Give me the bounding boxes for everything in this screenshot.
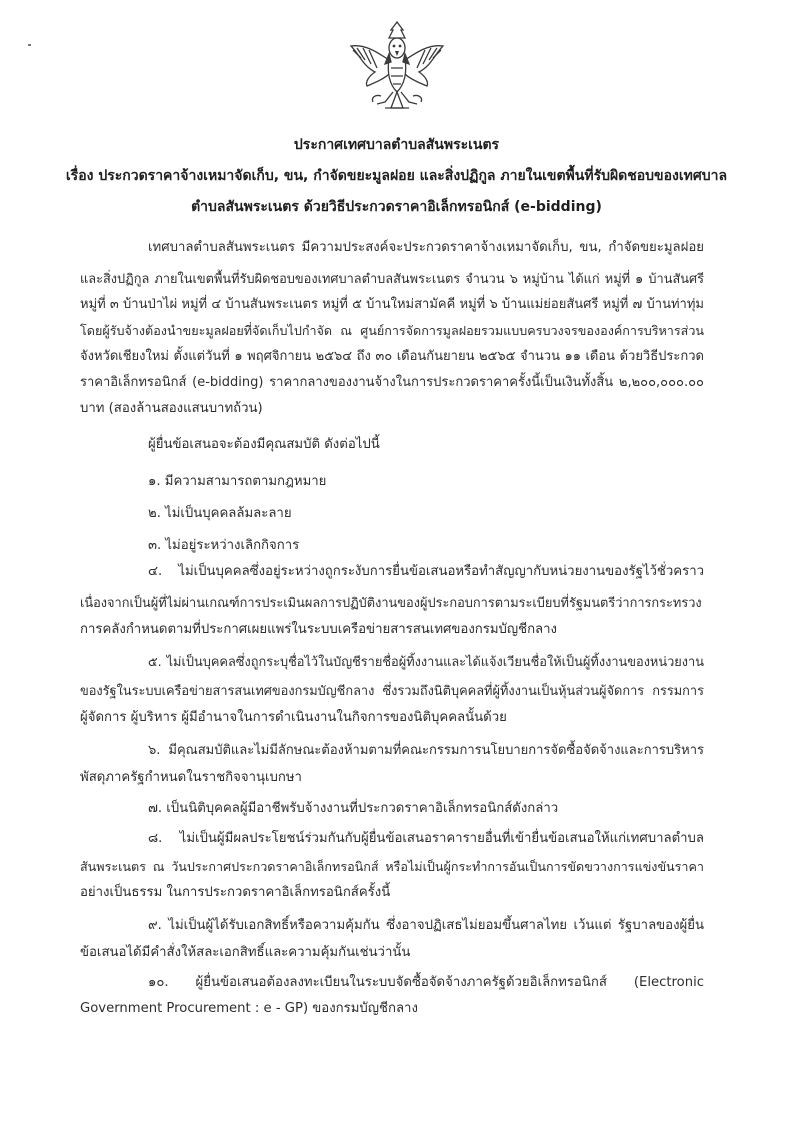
intro-line: หมู่ที่ ๓ บ้านป่าไผ่ หมู่ที่ ๔ บ้านสันพระเนตร หมู่ที่ ๕ บ้านใหม่สามัคคี หมู่ที่ ๖ บ้านแม่ย่อยสันศรี หมู่ที่ ๗ บ้านท่าทุ่ม <box>80 297 704 312</box>
intro-line: โดยผู้รับจ้างต้องนำขยะมูลฝอยที่จัดเก็บไปกำจัด ณ ศูนย์การจัดการมูลฝอยรวมแบบครบวงจรขององค์การบริหารส่วน <box>80 323 704 338</box>
qualification-item-cont: ผู้จัดการ ผู้บริหาร ผู้มีอำนาจในการดำเนินงานในกิจการของนิติบุคคลนั้นด้วย <box>80 710 507 725</box>
intro-line: จังหวัดเชียงใหม่ ตั้งแต่วันที่ ๑ พฤศจิกายน ๒๕๖๔ ถึง ๓๐ เดือนกันยายน ๒๕๖๕ จำนวน ๑๑ เดือน ด้วยวิธีประกวด <box>80 349 704 364</box>
qualification-item-cont: ข้อเสนอได้มีคำสั่งให้สละเอกสิทธิ์และความคุ้มกันเช่นว่านั้น <box>80 945 411 960</box>
intro-line: และสิ่งปฏิกูล ภายในเขตพื้นที่รับผิดชอบของเทศบาลตำบลสันพระเนตร จำนวน ๖ หมู่บ้าน ได้แก่ หมู่ที่ ๑ บ้านสันศรี <box>80 272 704 287</box>
scan-speck <box>28 44 31 46</box>
qualification-item: ๕. ไม่เป็นบุคคลซึ่งถูกระบุชื่อไว้ในบัญชีรายชื่อผู้ทิ้งงานและได้แจ้งเวียนชื่อให้เป็นผู้ทิ้งงานของหน่วยงาน <box>148 655 704 670</box>
qualification-item-cont: เนื่องจากเป็นผู้ที่ไม่ผ่านเกณฑ์การประเมินผลการปฏิบัติงานของผู้ประกอบการตามระเบียบที่รัฐมนตรีว่าการกระทรวง <box>80 596 702 611</box>
qualification-item-cont: Government Procurement : e - GP) ของกรมบัญชีกลาง <box>80 1001 418 1016</box>
qualifications-heading: ผู้ยื่นข้อเสนอจะต้องมีคุณสมบัติ ดังต่อไปนี้ <box>148 437 380 452</box>
qualification-item-cont: ของรัฐในระบบเครือข่ายสารสนเทศของกรมบัญชีกลาง ซึ่งรวมถึงนิติบุคคลที่ผู้ทิ้งงานเป็นหุ้นส่วนผู้จัดการ กรรมการ <box>80 684 704 699</box>
subject-line: เรื่อง ประกวดราคาจ้างเหมาจัดเก็บ, ขน, กำจัดขยะมูลฝอย และสิ่งปฏิกูล ภายในเขตพื้นที่รับผิดชอบของเทศบาล <box>65 168 728 184</box>
qualification-item-cont: การคลังกำหนดตามที่ประกาศเผยแพร่ในระบบเครือข่ายสารสนเทศของกรมบัญชีกลาง <box>80 622 557 637</box>
qualification-item: ๗. เป็นนิติบุคคลผู้มีอาชีพรับจ้างงานที่ประกวดราคาอิเล็กทรอนิกส์ดังกล่าว <box>148 801 559 816</box>
garuda-emblem-icon <box>345 18 449 116</box>
qualification-item: ๒. ไม่เป็นบุคคลล้มละลาย <box>148 506 292 521</box>
qualification-item: ๑๐. ผู้ยื่นข้อเสนอต้องลงทะเบียนในระบบจัดซื้อจัดจ้างภาครัฐด้วยอิเล็กทรอนิกส์ (Electronic <box>148 975 704 990</box>
intro-line: ราคาอิเล็กทรอนิกส์ (e-bidding) ราคากลางของงานจ้างในการประกวดราคาครั้งนี้เป็นเงินทั้งสิ้น ๒,๒๐๐,๐๐๐.๐๐ <box>80 375 704 390</box>
subject-line: ตำบลสันพระเนตร ด้วยวิธีประกวดราคาอิเล็กทรอนิกส์ (e-bidding) <box>191 199 602 215</box>
page-title: ประกาศเทศบาลตำบลสันพระเนตร <box>293 137 500 153</box>
qualification-item: ๘. ไม่เป็นผู้มีผลประโยชน์ร่วมกันกับผู้ยื่นข้อเสนอราคารายอื่นที่เข้ายื่นข้อเสนอให้แก่เทศบาลตำบล <box>148 831 704 846</box>
qualification-item: ๑. มีความสามารถตามกฎหมาย <box>148 474 327 489</box>
qualification-item-cont: อย่างเป็นธรรม ในการประกวดราคาอิเล็กทรอนิกส์ครั้งนี้ <box>80 885 391 900</box>
qualification-item: ๙. ไม่เป็นผู้ได้รับเอกสิทธิ์หรือความคุ้มกัน ซึ่งอาจปฏิเสธไม่ยอมขึ้นศาลไทย เว้นแต่ รัฐบาลของผู้ยื่น <box>148 918 704 933</box>
qualification-item-cont: พัสดุภาครัฐกำหนดในราชกิจจานุเบกษา <box>80 770 302 785</box>
qualification-item: ๖. มีคุณสมบัติและไม่มีลักษณะต้องห้ามตามที่คณะกรรมการนโยบายการจัดซื้อจัดจ้างและการบริหาร <box>148 743 704 758</box>
intro-line: เทศบาลตำบลสันพระเนตร มีความประสงค์จะประกวดราคาจ้างเหมาจัดเก็บ, ขน, กำจัดขยะมูลฝอย <box>148 240 704 255</box>
qualification-item: ๔. ไม่เป็นบุคคลซึ่งอยู่ระหว่างถูกระงับการยื่นข้อเสนอหรือทำสัญญากับหน่วยงานของรัฐไว้ชั่วคราว <box>148 564 704 579</box>
qualification-item-cont: สันพระเนตร ณ วันประกาศประกวดราคาอิเล็กทรอนิกส์ หรือไม่เป็นผู้กระทำการอันเป็นการขัดขวางการแข่งขันราคา <box>80 859 704 874</box>
intro-line: บาท (สองล้านสองแสนบาทถ้วน) <box>80 401 263 416</box>
qualification-item: ๓. ไม่อยู่ระหว่างเลิกกิจการ <box>148 538 300 553</box>
